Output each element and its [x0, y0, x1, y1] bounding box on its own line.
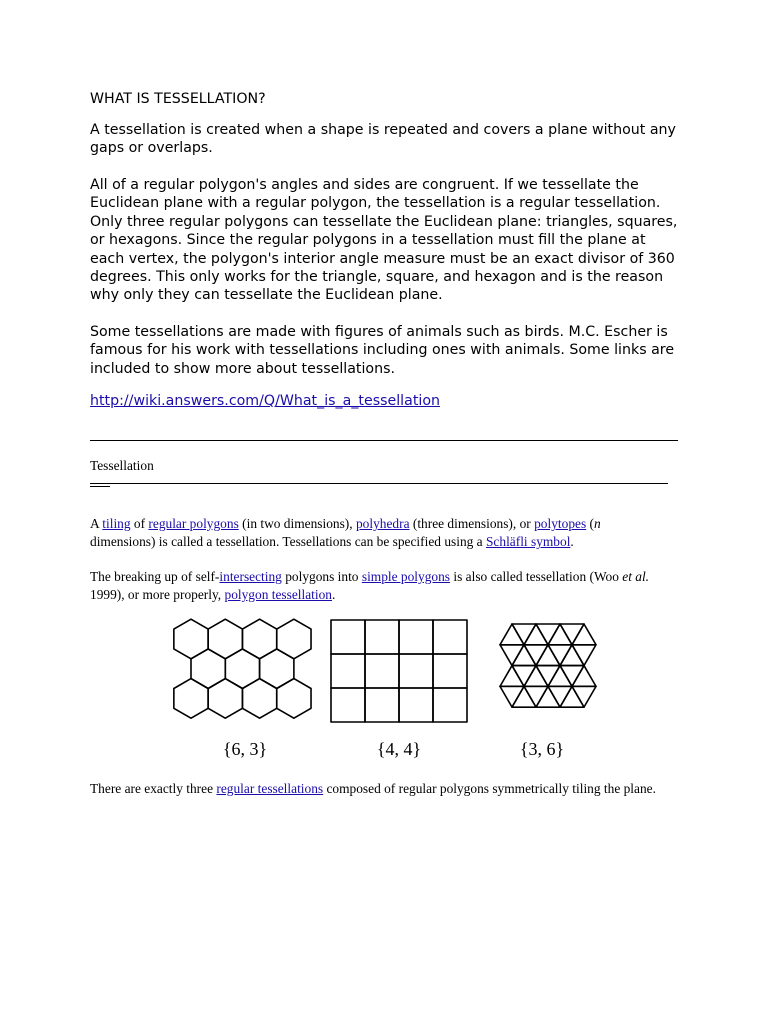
- triangle-cell: [560, 666, 584, 687]
- hexagon-cell: [174, 679, 208, 719]
- triangle-cell: [500, 645, 524, 666]
- square-cell: [331, 688, 365, 722]
- triangle-cell: [572, 624, 596, 645]
- tiling-link[interactable]: tiling: [102, 516, 131, 531]
- square-cell: [365, 654, 399, 688]
- hexagon-cell: [225, 649, 259, 689]
- regular-tessellations-paragraph: [90, 780, 675, 798]
- regular-tessellations-link[interactable]: regular tessellations: [216, 781, 324, 796]
- triangle-cell: [524, 645, 548, 666]
- triangle-cell: [548, 686, 572, 707]
- text: (: [586, 516, 594, 531]
- text: (three dimensions), or: [409, 516, 535, 531]
- square-cell: [399, 620, 433, 654]
- divider-bottom: [90, 483, 668, 484]
- text: .: [332, 587, 336, 602]
- triangle-tessellation-figure: [496, 622, 600, 724]
- text: The breaking up of self-: [90, 569, 220, 584]
- hexagon-cell: [277, 619, 311, 659]
- text: polygons into: [281, 569, 362, 584]
- paragraph-escher: Some tessellations are made with figures of animals such as birds. M.C. Escher is famous for his work with tessellations including ones with animals. Some links are included to show more about tessellations.: [90, 324, 675, 377]
- simple-polygons-link[interactable]: simple polygons: [361, 569, 451, 584]
- hexagon-cell: [242, 619, 276, 659]
- triangle-cell: [524, 624, 548, 645]
- hexagon-tessellation-figure: [172, 618, 320, 724]
- triangle-cell: [548, 624, 572, 645]
- text: is also called tessellation (Woo: [450, 569, 623, 584]
- hexagon-cell: [277, 679, 311, 719]
- paragraph-definition: A tessellation is created when a shape is repeated and covers a plane without any gaps or overlaps.: [90, 122, 676, 157]
- polygon-tessellation-link[interactable]: polygon tessellation: [224, 587, 332, 602]
- square-schlafli-label: {4, 4}: [376, 739, 422, 759]
- square-cell: [433, 620, 467, 654]
- hexagon-cell: [260, 649, 294, 689]
- text: of: [130, 516, 149, 531]
- intersecting-link[interactable]: intersecting: [219, 569, 282, 584]
- square-cell: [331, 620, 365, 654]
- page-heading: WHAT IS TESSELLATION?: [90, 91, 266, 107]
- hexagon-cell: [208, 679, 242, 719]
- square-cell: [433, 688, 467, 722]
- square-cell: [399, 654, 433, 688]
- triangle-cell: [548, 666, 572, 687]
- triangle-cell: [512, 686, 536, 707]
- text: dimensions) is called a tessellation. Tessellations can be specified using a: [90, 534, 486, 549]
- triangle-cell: [548, 645, 572, 666]
- divider-top: [90, 440, 678, 441]
- polyhedra-link[interactable]: polyhedra: [355, 516, 410, 531]
- square-cell: [399, 688, 433, 722]
- hexagon-cell: [191, 649, 225, 689]
- tessellation-definition: [90, 515, 650, 551]
- text: composed of regular polygons symmetrically tiling the plane.: [323, 781, 656, 796]
- n-variable: n: [593, 516, 601, 531]
- triangle-cell: [536, 645, 560, 666]
- triangle-cell: [500, 686, 524, 707]
- triangle-cell: [560, 645, 584, 666]
- divider-stub: [90, 486, 110, 487]
- triangle-cell: [512, 666, 536, 687]
- triangle-cell: [560, 686, 584, 707]
- text: There are exactly three: [90, 781, 217, 796]
- paragraph-regular-polygons: All of a regular polygon's angles and sides are congruent. If we tessellate the Euclidean plane with a regular polygon, the tessellation is a regular tessellation. Only three regular polygons can tessellate the Euclidean plane: triangles, squares, or hexagons. Since the regular polygons in a tessellation must fill the plane at each vertex, the polygon's interior angle measure must be an exact divisor of 360 degrees. This only works for the triangle, square, and hexagon and is the reason why only they can tessellate the Euclidean plane.: [90, 177, 678, 304]
- triangle-cell: [500, 666, 524, 687]
- hexagon-cell: [242, 679, 276, 719]
- triangle-cell: [524, 686, 548, 707]
- link-paragraph: [90, 392, 440, 410]
- triangle-cell: [512, 645, 536, 666]
- triangle-schlafli-label: {3, 6}: [519, 739, 565, 759]
- wiki-answers-link[interactable]: http://wiki.answers.com/Q/What_is_a_tessellation: [90, 393, 440, 409]
- triangle-cell: [512, 624, 536, 645]
- hexagon-cell: [174, 619, 208, 659]
- triangle-cell: [572, 686, 596, 707]
- triangle-cell: [560, 624, 584, 645]
- breaking-up-paragraph: [90, 568, 660, 604]
- hexagon-cell: [208, 619, 242, 659]
- square-tessellation-figure: [330, 619, 468, 723]
- triangle-cell: [536, 686, 560, 707]
- triangle-cell: [524, 666, 548, 687]
- triangle-cell: [536, 666, 560, 687]
- et-al: et al.: [622, 569, 650, 584]
- triangle-cell: [572, 666, 596, 687]
- text: A: [90, 516, 103, 531]
- triangle-cell: [500, 624, 524, 645]
- text: 1999), or more properly,: [90, 587, 225, 602]
- square-cell: [331, 654, 365, 688]
- square-cell: [365, 620, 399, 654]
- section-title: Tessellation: [90, 458, 154, 473]
- polytopes-link[interactable]: polytopes: [534, 516, 587, 531]
- square-cell: [365, 688, 399, 722]
- schlafli-symbol-link[interactable]: Schläfli symbol: [485, 534, 571, 549]
- regular-polygons-link[interactable]: regular polygons: [148, 516, 239, 531]
- triangle-cell: [572, 645, 596, 666]
- triangle-cell: [536, 624, 560, 645]
- square-cell: [433, 654, 467, 688]
- hexagon-schlafli-label: {6, 3}: [222, 739, 268, 759]
- text: (in two dimensions),: [238, 516, 356, 531]
- text: .: [570, 534, 574, 549]
